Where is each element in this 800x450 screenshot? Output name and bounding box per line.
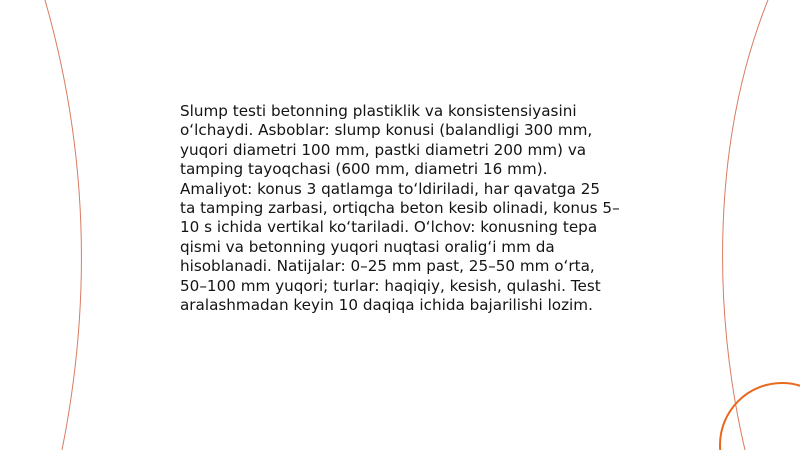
right-decorative-curve xyxy=(723,0,768,450)
left-decorative-curve xyxy=(45,0,81,450)
body-text: Slump testi betonning plastiklik va konsistensiyasini oʻlchaydi. Asboblar: slump konusi (balandligi 300 mm, yuqori diametri 100 mm, pastki diametri 200 mm) va tamping tayoqchasi (600 mm, diametri 16 mm). Amaliyot: konus 3 qatlamga toʻldiriladi, har qavatga 25 ta tamping zarbasi, ortiqcha beton kesib olinadi, konus 5–10 s ichida vertikal koʻtariladi. Oʻlchov: konusning tepa qismi va betonning yuqori nuqtasi oraligʻi mm da hisoblanadi. Natijalar: 0–25 mm past, 25–50 mm oʻrta, 50–100 mm yuqori; turlar: haqiqiy, kesish, qulashi. Test aralashmadan keyin 10 daqiqa ichida bajarilishi lozim. xyxy=(180,102,620,315)
orange-circle-accent xyxy=(720,383,800,450)
